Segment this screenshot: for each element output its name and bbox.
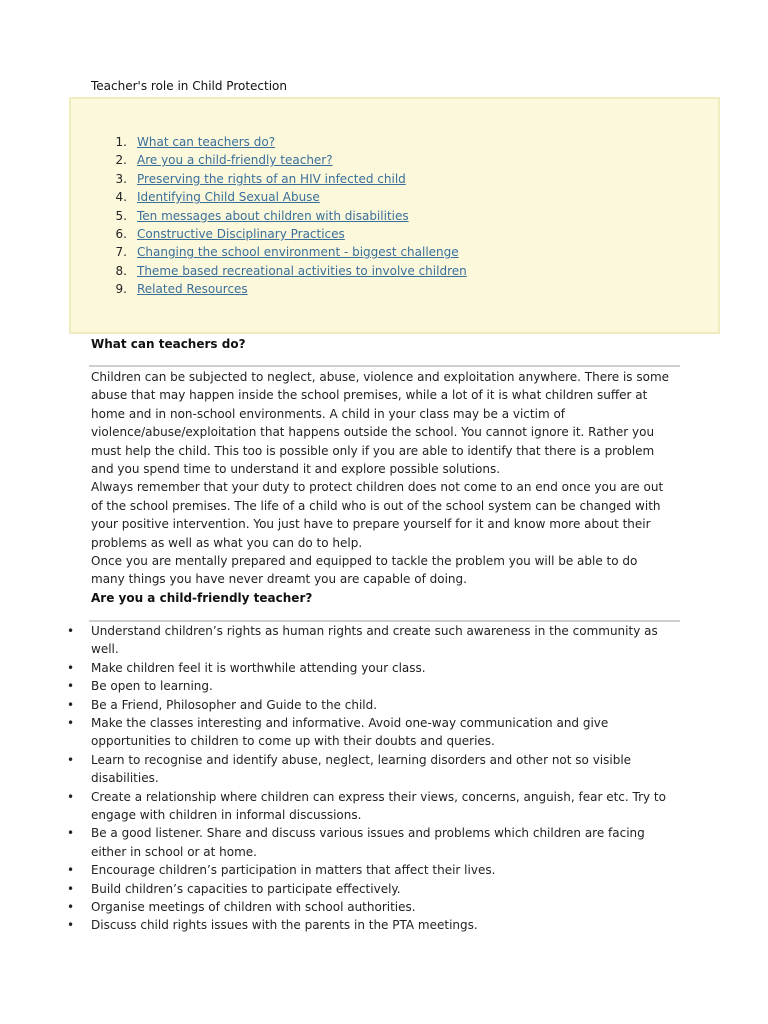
- list-item-line: Make the classes interesting and informative. Avoid one-way communication and give: [91, 716, 609, 730]
- paragraph-line: your positive intervention. You just have to prepare yourself for it and know more about their: [91, 517, 651, 532]
- list-item-line: Discuss child rights issues with the parents in the PTA meetings.: [91, 918, 478, 933]
- toc-item-number: 5 .: [113, 207, 127, 225]
- table-of-contents: [69, 97, 720, 334]
- list-item-line: Learn to recognise and identify abuse, neglect, learning disorders and other not so visible: [91, 752, 632, 767]
- bullet-icon: •: [67, 826, 75, 841]
- list-item-line: Be a Friend, Philosopher and Guide to the child.: [91, 697, 378, 712]
- paragraph-line: many things you have never dreamt you are capable of doing.: [91, 572, 467, 587]
- paragraph-line: Once you are mentally prepared and equipped to tackle the problem you will be able to do: [91, 554, 638, 568]
- list-item-line: disabilities.: [91, 771, 159, 786]
- bullet-icon: •: [67, 918, 75, 933]
- toc-link-related-resources[interactable]: Related Resources: [137, 282, 248, 297]
- toc-link-recreational-activities[interactable]: Theme based recreational activities to involve children: [137, 263, 467, 278]
- paragraph-line: violence/abuse/exploitation that happens outside the school. You cannot ignore it. Rather you: [91, 425, 655, 440]
- toc-item-number: 2 .: [113, 151, 127, 169]
- list-item-line: Encourage children’s participation in matters that affect their lives.: [91, 863, 496, 878]
- paragraph-line: Always remember that your duty to protect children does not come to an end once you are out: [91, 480, 664, 495]
- list-item-line: well.: [91, 642, 119, 657]
- list-item-line: Understand children’s rights as human rights and create such awareness in the community as: [91, 624, 658, 638]
- section-heading-child-friendly-teacher: Are you a child-friendly teacher?: [91, 591, 313, 605]
- list-item-line: Make children feel it is worthwhile attending your class.: [91, 660, 426, 675]
- toc-item-number: 9 .: [113, 280, 127, 298]
- paragraph-line: Children can be subjected to neglect, abuse, violence and exploitation anywhere. There is some: [91, 370, 670, 384]
- list-item-line: Be a good listener. Share and discuss various issues and problems which children are facing: [91, 826, 645, 841]
- toc-item-number: 6 .: [113, 225, 127, 243]
- bullet-icon: •: [67, 881, 75, 896]
- bullet-icon: •: [67, 624, 75, 638]
- paragraph-line: abuse that may happen inside the school premises, while a lot of it is what children suffer at: [91, 388, 648, 403]
- list-item-line: either in school or at home.: [91, 844, 257, 859]
- bullet-icon: •: [67, 752, 75, 767]
- list-item-line: Create a relationship where children can express their views, concerns, anguish, fear etc. Try to: [91, 789, 666, 804]
- toc-link-children-with-disabilities[interactable]: Ten messages about children with disabilities: [137, 208, 409, 223]
- toc-link-child-sexual-abuse[interactable]: Identifying Child Sexual Abuse: [137, 190, 320, 205]
- list-item-line: opportunities to children to come up with their doubts and queries.: [91, 734, 495, 749]
- toc-item-number: 7 .: [113, 243, 127, 261]
- section-heading-what-can-teachers-do: What can teachers do?: [91, 337, 246, 351]
- toc-link-hiv-infected-child[interactable]: Preserving the rights of an HIV infected child: [137, 171, 406, 186]
- bullet-icon: •: [67, 716, 75, 730]
- toc-item-number: 4 .: [113, 188, 127, 206]
- toc-item-number: 8 .: [113, 262, 127, 280]
- bullet-icon: •: [67, 697, 75, 712]
- list-item-line: engage with children in informal discussions.: [91, 808, 362, 822]
- paragraph-line: home and in non-school environments. A child in your class may be a victim of: [91, 406, 566, 421]
- list-item-line: Be open to learning.: [91, 679, 213, 694]
- document-title: Teacher's role in Child Protection: [91, 79, 288, 93]
- paragraph-line: and you spend time to understand it and explore possible solutions.: [91, 462, 501, 476]
- toc-link-what-can-teachers-do[interactable]: What can teachers do?: [137, 135, 276, 149]
- list-item-line: Organise meetings of children with school authorities.: [91, 900, 416, 914]
- bullet-icon: •: [67, 660, 75, 675]
- bullet-icon: •: [67, 679, 75, 694]
- paragraph-line: of the school premises. The life of a child who is out of the school system can be changed with: [91, 498, 661, 513]
- section-divider: [89, 365, 680, 367]
- bullet-icon: •: [67, 900, 75, 914]
- paragraph-line: problems as well as what you can do to help.: [91, 535, 363, 550]
- bullet-icon: •: [67, 863, 75, 878]
- toc-item-number: 3 .: [113, 170, 127, 188]
- toc-link-disciplinary-practices[interactable]: Constructive Disciplinary Practices: [137, 226, 345, 241]
- toc-link-child-friendly-teacher[interactable]: Are you a child-friendly teacher?: [137, 153, 333, 168]
- paragraph-line: must help the child. This too is possible only if you are able to identify that there is a problem: [91, 443, 655, 458]
- toc-link-school-environment[interactable]: Changing the school environment - biggest challenge: [137, 245, 459, 260]
- toc-item-number: 1 .: [113, 133, 127, 151]
- bullet-icon: •: [67, 789, 75, 804]
- list-item-line: Build children’s capacities to participate effectively.: [91, 881, 401, 896]
